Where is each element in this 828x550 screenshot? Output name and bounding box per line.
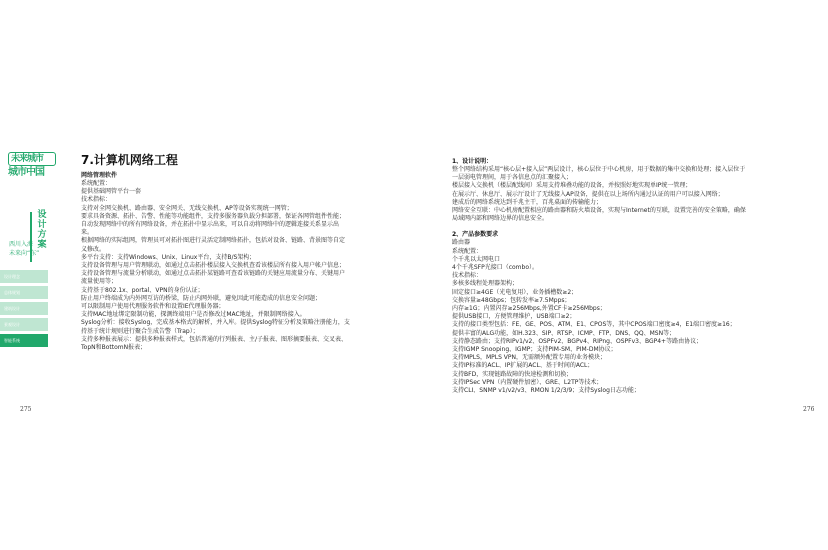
text-line: 系统配置： — [81, 180, 112, 187]
text-line: Syslog分析：接收Syslog，完成基本格式的解析，并入库。提供Syslog特征分析及策略注册能力，支 — [81, 319, 350, 327]
text-line: 支持CLI、SNMP v1/v2/v3、RMON 1/2/3/9；支持Syslog日志功能； — [452, 387, 640, 395]
text-line: 支持BFD，实现链路故障的快速检测和切换； — [452, 370, 573, 378]
text-line: 固定接口≥4GE（光电复用），业务插槽数≥2； — [452, 288, 578, 296]
text-line: 支持设备管理与用户管理联动，如通过点击拓扑楼层接入交换机查看该楼层所有接入用户帐户信息； — [81, 262, 346, 270]
text-line: 支持IGMP Snooping、IGMP；支持PIM-SM、PIM-DM协议； — [452, 346, 617, 354]
side-nav-item[interactable]: 总体规划 — [0, 286, 48, 299]
text-line: 持基于统计规则进行聚合生成告警（Trap）； — [81, 327, 199, 335]
design-notes-title: 1、设计说明： — [452, 158, 493, 165]
text-line: 要求具备资源、拓扑、告警、性能等功能组件，支持多服务器负载分担部署，保证各网管组件性能； — [81, 212, 346, 220]
product-params-body — [452, 239, 774, 395]
right-page-content — [452, 156, 774, 395]
text-line: 自动发现网络中的所有网络设备，并在拓扑中显示出来，可以自动将网络中的逻辑连接关系显示出 — [81, 221, 340, 229]
text-line: 流量使用等； — [81, 278, 118, 286]
text-line: 来。 — [81, 229, 94, 237]
text-line: 提供USB接口，方便管理维护，USB端口≥2； — [452, 313, 576, 321]
text-line: 个千兆以太网电口 — [452, 255, 501, 263]
page-number-right: 276 — [803, 406, 815, 413]
text-line: 提供基础网管平台一套 — [81, 188, 142, 196]
side-nav-item[interactable]: 设计理念 — [0, 270, 48, 283]
side-nav-item-active[interactable]: 智能系统 — [0, 334, 48, 347]
logo-line-2: 城市中国 — [8, 167, 44, 178]
text-line: 支持IP标准的ACL、IP扩展的ACL、基于时间的ACL； — [452, 362, 594, 370]
text-line: 局域网内部和网络边界的信息安全。 — [452, 215, 549, 223]
product-params-title: 2、产品参数要求 — [452, 231, 499, 239]
text-line: 支持基于802.1x、portal、VPN的身份认证； — [81, 286, 204, 294]
page-number-left: 275 — [20, 406, 32, 413]
side-nav-item[interactable]: 建筑设计 — [0, 302, 48, 315]
tagline — [9, 240, 49, 258]
text-line: 路由器 — [452, 239, 471, 247]
sub-title: 网络管理软件 — [81, 172, 118, 179]
tagline-line-2: 未来向“东” — [9, 250, 40, 257]
text-line: 提供丰富的ALG功能，如H.323、SIP、RTSP、ICMP、FTP、DNS、QQ、MSN等； — [452, 329, 676, 337]
text-line: 支持MPLS，MPLS VPN，无需额外配置专用的业务模块； — [452, 354, 607, 362]
text-line: 支持的接口类型包括：FE、GE、POS、ATM、E1、CPOS等，其中CPOS端口密度≥4，E1端口密度≥16； — [452, 321, 736, 329]
text-line: 技术指标： — [81, 196, 112, 204]
text-line: 建成后的网络系统达到千兆主干，百兆桌面的传输能力； — [452, 198, 603, 206]
text-line: 交换容量≥48Gbps；包转发率≥7.5Mpps； — [452, 296, 571, 304]
text-line: 多平台支持：支持Windows、Unix、Linux平台，支持B/S架构； — [81, 253, 256, 261]
vertical-section-title: 设计方案 — [37, 210, 47, 250]
text-line: 楼层接入交换机（楼层配线间）采用支持堆叠功能的设备，并按照好地实现单IP统一管理； — [452, 182, 692, 190]
text-line: 内存≥1G；内置闪存≥256Mbps,外置CF卡≥256Mbps； — [452, 305, 606, 313]
text-line: 支持静态路由；支持RIPv1/v2、OSPFv2、BGPv4、RIPng、OSPFv3、BGP4+等路由协议； — [452, 337, 703, 345]
text-line: 支持MAC地址绑定限制功能，探测终端用户是否修改过MAC地址，并限制网络接入。 — [81, 311, 306, 319]
text-line: 防止用户终端成为内外网互访的桥梁，防止内网外联，避免因此可能造成的信息安全问题； — [81, 294, 322, 302]
text-line: TopN和BottomN报表； — [81, 344, 147, 352]
text-line: 技术指标： — [452, 272, 483, 280]
brand-logo — [8, 152, 56, 178]
text-line: 4个千兆SFP光接口（combo）。 — [452, 264, 538, 272]
text-line: 多核多线程处理器架构； — [452, 280, 519, 288]
text-line: 整个网络结构采用“核心层+接入层”两层设计，核心层位于中心机房，用于数据的集中交换和处理；接入层位于 — [452, 166, 746, 173]
text-line: 可以限制用户使用代理服务软件和设置IE代理服务器； — [81, 303, 225, 311]
text-line: 根据网络的实际组网，管理员可对拓扑图进行灵活定制网络拓扑，包括对设备、链路、背景图等自定 — [81, 237, 346, 245]
tagline-line-1: 西川入海 — [9, 241, 34, 248]
left-page-content — [81, 151, 399, 352]
design-notes-body — [452, 166, 774, 223]
text-line: 义修改。 — [81, 245, 106, 253]
section-title: 7.计算机网络工程 — [81, 153, 178, 167]
side-nav — [0, 270, 48, 350]
text-line: 系统配置： — [452, 247, 483, 255]
text-line: 一层弱电管理间，用于各信息点的汇聚接入； — [452, 174, 573, 182]
left-body-text — [81, 180, 399, 352]
text-line: 支持IPSec VPN（内置硬件加密）、GRE、L2TP等技术； — [452, 378, 603, 386]
side-nav-item[interactable]: 景观设计 — [0, 318, 48, 331]
text-line: 在展示厅、休息厅、展示厅设计了无线接入AP设备，提供在以上场所内通过认证的用户可以接入网络； — [452, 190, 724, 198]
logo-line-1: 未来城市 — [8, 152, 56, 166]
text-line: 支持对全网交换机、路由器、安全网关、无线交换机、AP等设备实现统一网管； — [81, 204, 293, 212]
text-line: 支持多种报表展示：提供多种报表样式，包括普通的行列报表、主/子报表、图形摘要报表、交叉表、 — [81, 335, 348, 343]
text-line: 支持设备管理与流量分析联动，如通过点击拓扑某链路可查看该链路的关键应用流量分布、关键用户 — [81, 270, 346, 278]
text-line: 网络安全互联：中心机房配置相应的路由器和防火墙设备，实现与Internet的互联，设置完善的安全策略，确保 — [452, 207, 746, 215]
